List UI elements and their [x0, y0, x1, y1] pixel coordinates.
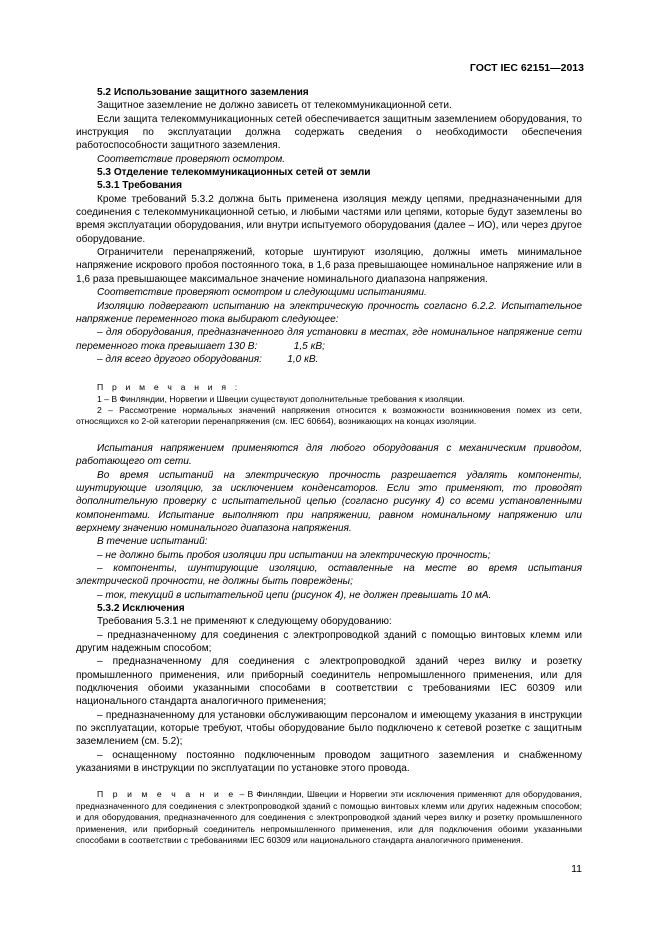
paragraph: В течение испытаний: — [97, 536, 208, 548]
list-item: – ток, текущий в испытательной цепи (рисунок 4), не должен превышать 10 мА. — [97, 589, 492, 601]
list-item: – для оборудования, предназначенного для установки в местах, где номинальное напряжение сети переменного тока превышает 130 В: 1,5 кВ; — [76, 327, 582, 352]
note: 1 – В Финляндии, Норвегии и Швеции существуют дополнительные требования к изоляции. — [97, 393, 465, 404]
list-item: – предназначенному для установки обслуживающим персоналом и имеющему указания в инструкции по эксплуатации, которые требуют, чтобы оборудование было подключено к сетевой розетке с защитным заземлением (см. 5.2); — [76, 709, 582, 748]
compliance-statement: Соответствие проверяют осмотром и следующими испытаниями. — [97, 287, 427, 299]
final-note — [76, 789, 582, 846]
section-5-3-1-heading: 5.3.1 Требования — [97, 180, 182, 192]
paragraph: Защитное заземление не должно зависеть от телекоммуникационной сети. — [97, 100, 452, 112]
document-code: ГОСТ IEC 62151—2013 — [469, 62, 584, 74]
paragraph: Если защита телекоммуникационных сетей обеспечивается защитным заземлением оборудования, то инструкция по эксплуатации должна содержать сведения о необходимости обеспечения работоспособности защитного заземления. — [76, 113, 582, 152]
paragraph: Во время испытаний на электрическую прочность разрешается удалять компоненты, шунтирующие изоляцию, за исключением конденсаторов. Если это применяют, то проводят дополнительную проверку с испытательной цепью (согласно рисунку 4) со всеми установленными компонентами. Испытание выполняют при напряжении, равном номинальному напряжению или верхнему значению номинального диапазона напряжения. — [76, 469, 582, 534]
page-body — [76, 86, 582, 846]
compliance-statement: Соответствие проверяют осмотром. — [97, 153, 286, 165]
list-item: – предназначенному для соединения с электропроводкой зданий с помощью винтовых клемм или другим надежным способом; — [76, 629, 582, 654]
notes-label: П р и м е ч а н и я : — [97, 382, 241, 393]
paragraph: Кроме требований 5.3.2 должна быть применена изоляция между цепями, предназначенными для соединения с телекоммуникационной сетью, и любыми частями или цепями, которые будут заземлены во время эксплуатации оборудования, или внутри испытуемого оборудования (далее – ИО), или через другое оборудование. — [76, 193, 582, 245]
list-item: – оснащенному постоянно подключенным проводом защитного заземления и снабженному указаниями в инструкции по эксплуатации по установке этого провода. — [76, 749, 582, 775]
note: 2 – Рассмотрение нормальных значений напряжения относится к возможности возникновения помех из сети, относящихся ко 2-ой категории перенапряжения (см. IEC 60664), возникающих на концах изоляции. — [76, 405, 582, 427]
final-note-label: П р и м е ч а н и е — [97, 789, 237, 800]
list-item: – для всего другого оборудования: 1,0 кВ. — [97, 353, 319, 365]
list-item: – компоненты, шунтирующие изоляцию, оставленные на месте во время испытания электрической прочности, не должны быть повреждены; — [76, 562, 582, 588]
section-5-2-heading: 5.2 Использование защитного заземления — [97, 87, 309, 98]
final-note-text: – В Финляндии, Швеции и Норвегии эти исключения применяют для оборудования, предназначенного для соединения с электропроводкой зданий с помощью винтовых клемм или других надежным способом; и для оборудования, предназначенного для соединения с электропроводкой зданий через вилку и розетку промышленного применения, или приборный соединитель непромышленного применения, или для подключения обоими указанными способами в соответствии с требованиями IEC 60309 или национального стандарта аналогичного применения. — [76, 789, 582, 846]
list-item: – предназначенному для соединения с электропроводкой зданий через вилку и розетку промышленного применения, или приборный соединитель непромышленного применения, или для подключения обоими указанными способами в соответствии с требованиями IEC 60309 или национального стандарта аналогичного применения; — [76, 656, 582, 708]
section-5-3-2-heading: 5.3.2 Исключения — [97, 602, 185, 614]
paragraph: Требования 5.3.1 не применяют к следующему оборудованию: — [97, 616, 392, 628]
paragraph: Ограничители перенапряжений, которые шунтируют изоляцию, должны иметь минимальное напряжение искрового пробоя постоянного тока, в 1,6 раза превышающее номинальное напряжение или в 1,6 раза превышающее максимальное значение номинального диапазона напряжения. — [76, 247, 582, 285]
paragraph: Испытания напряжением применяются для любого оборудования с механическим приводом, работающего от сети. — [76, 442, 582, 468]
list-item: – не должно быть пробоя изоляции при испытании на электрическую прочность; — [97, 549, 491, 561]
paragraph: Изоляцию подвергают испытанию на электрическую прочность согласно 6.2.2. Испытательное напряжение переменного тока выбирают следующее: — [76, 300, 582, 325]
page-number: 11 — [571, 863, 582, 875]
section-5-3-heading: 5.3 Отделение телекоммуникационных сетей от земли — [97, 167, 371, 179]
